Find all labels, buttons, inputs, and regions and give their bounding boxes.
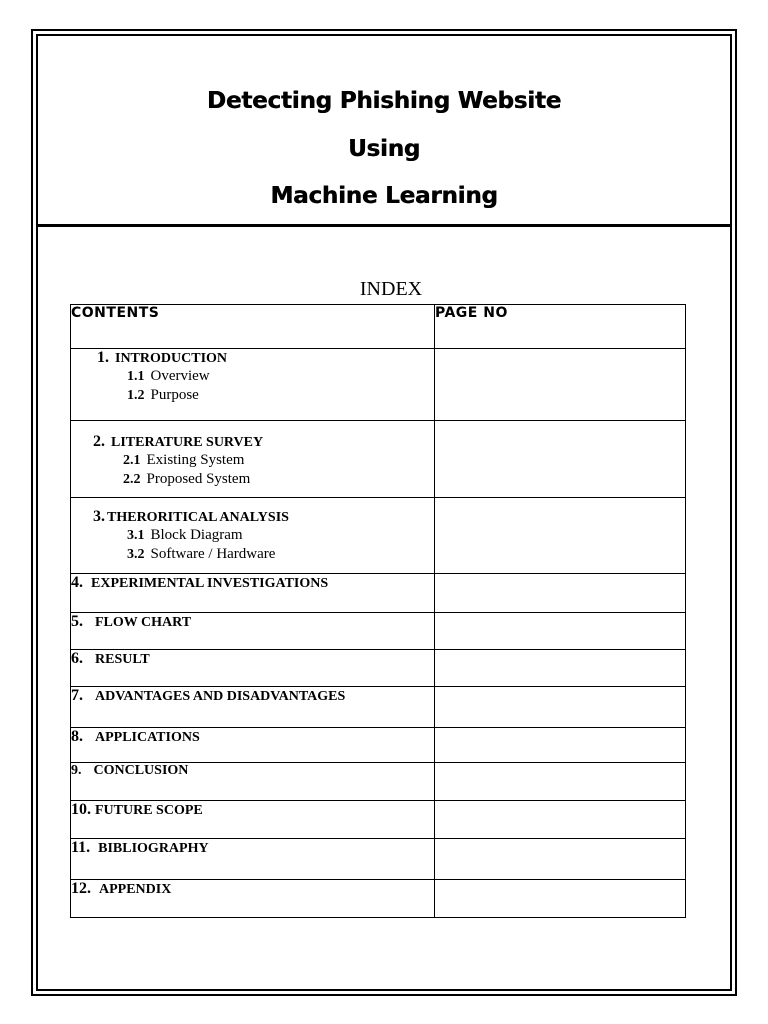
page-no-cell bbox=[435, 839, 686, 880]
table-row bbox=[71, 763, 686, 801]
subsection-title: Overview bbox=[150, 368, 210, 384]
section-heading bbox=[93, 433, 434, 451]
subsection bbox=[93, 526, 434, 545]
section-cell bbox=[71, 650, 435, 687]
subsection bbox=[97, 367, 434, 386]
section-title: ADVANTAGES AND DISADVANTAGES bbox=[95, 689, 346, 704]
subsection-number: 2.2 bbox=[123, 472, 141, 487]
section-number: 5. bbox=[71, 613, 83, 630]
subsection bbox=[93, 545, 434, 564]
table-row bbox=[71, 839, 686, 880]
section-heading bbox=[71, 839, 434, 857]
index-table bbox=[70, 304, 686, 918]
page-no-cell bbox=[435, 349, 686, 421]
section-number: 9. bbox=[71, 763, 82, 778]
table-row bbox=[71, 498, 686, 574]
page-no-cell bbox=[435, 728, 686, 763]
page-no-cell bbox=[435, 763, 686, 801]
section-title: CONCLUSION bbox=[93, 763, 189, 778]
section-heading bbox=[71, 613, 434, 631]
section-heading bbox=[71, 728, 434, 746]
subsection-title: Proposed System bbox=[146, 471, 251, 487]
section-number: 10. bbox=[71, 801, 91, 818]
title-line-1: Detecting Phishing Website bbox=[206, 88, 562, 114]
page-no-cell bbox=[435, 880, 686, 918]
section-heading bbox=[71, 763, 434, 779]
section-cell bbox=[71, 349, 435, 421]
subsection bbox=[93, 451, 434, 470]
section-number: 7. bbox=[71, 687, 83, 704]
section-number: 8. bbox=[71, 728, 83, 745]
section-cell bbox=[71, 613, 435, 650]
subsection bbox=[93, 470, 434, 489]
page-no-header: PAGE NO bbox=[435, 305, 686, 349]
table-row bbox=[71, 349, 686, 421]
section-cell bbox=[71, 728, 435, 763]
subsection-title: Purpose bbox=[150, 387, 199, 403]
section-number: 1. bbox=[97, 349, 109, 366]
section-cell bbox=[71, 763, 435, 801]
page-no-cell bbox=[435, 650, 686, 687]
section-title: BIBLIOGRAPHY bbox=[98, 841, 209, 856]
subsection bbox=[97, 386, 434, 405]
section-cell bbox=[71, 687, 435, 728]
section-heading bbox=[97, 349, 434, 367]
page-no-cell bbox=[435, 801, 686, 839]
page-no-cell bbox=[435, 687, 686, 728]
title-line-3: Machine Learning bbox=[270, 183, 498, 209]
section-title: RESULT bbox=[95, 652, 150, 667]
title-line-2: Using bbox=[347, 136, 421, 162]
index-heading: INDEX bbox=[359, 278, 423, 300]
table-row bbox=[71, 574, 686, 613]
section-cell bbox=[71, 839, 435, 880]
section-cell bbox=[71, 801, 435, 839]
subsection-number: 1.1 bbox=[127, 369, 145, 384]
section-title: LITERATURE SURVEY bbox=[111, 435, 264, 450]
subsection-title: Existing System bbox=[146, 452, 245, 468]
section-title: APPENDIX bbox=[99, 882, 172, 897]
section-number: 12. bbox=[71, 880, 91, 897]
section-title: INTRODUCTION bbox=[115, 351, 228, 366]
section-cell bbox=[71, 498, 435, 574]
section-number: 2. bbox=[93, 433, 105, 450]
section-title: THERORITICAL ANALYSIS bbox=[107, 510, 289, 525]
section-heading bbox=[71, 650, 434, 668]
subsection-number: 3.2 bbox=[127, 547, 145, 562]
subsection-number: 1.2 bbox=[127, 388, 145, 403]
table-row bbox=[71, 728, 686, 763]
section-number: 6. bbox=[71, 650, 83, 667]
table-row bbox=[71, 880, 686, 918]
section-heading bbox=[71, 687, 434, 705]
contents-header: CONTENTS bbox=[71, 305, 435, 349]
section-cell bbox=[71, 880, 435, 918]
section-title: EXPERIMENTAL INVESTIGATIONS bbox=[91, 576, 329, 591]
table-row bbox=[71, 801, 686, 839]
section-number: 11. bbox=[71, 839, 91, 856]
table-row bbox=[71, 613, 686, 650]
subsection-title: Software / Hardware bbox=[150, 546, 276, 562]
page-no-cell bbox=[435, 574, 686, 613]
subsection-number: 2.1 bbox=[123, 453, 141, 468]
page-no-cell bbox=[435, 613, 686, 650]
section-heading bbox=[93, 508, 434, 526]
section-title: APPLICATIONS bbox=[95, 730, 200, 745]
subsection-number: 3.1 bbox=[127, 528, 145, 543]
section-heading bbox=[71, 880, 434, 898]
section-cell bbox=[71, 574, 435, 613]
section-title: FLOW CHART bbox=[95, 615, 192, 630]
section-heading bbox=[71, 801, 434, 819]
table-row bbox=[71, 650, 686, 687]
table-row bbox=[71, 421, 686, 498]
page-no-cell bbox=[435, 421, 686, 498]
table-row bbox=[71, 687, 686, 728]
section-title: FUTURE SCOPE bbox=[95, 803, 203, 818]
section-number: 4. bbox=[71, 574, 83, 591]
subsection-title: Block Diagram bbox=[150, 527, 243, 543]
title-divider bbox=[36, 224, 731, 227]
page-no-cell bbox=[435, 498, 686, 574]
section-number: 3. bbox=[93, 508, 105, 525]
table-header-row bbox=[71, 305, 686, 349]
section-heading bbox=[71, 574, 434, 592]
section-cell bbox=[71, 421, 435, 498]
